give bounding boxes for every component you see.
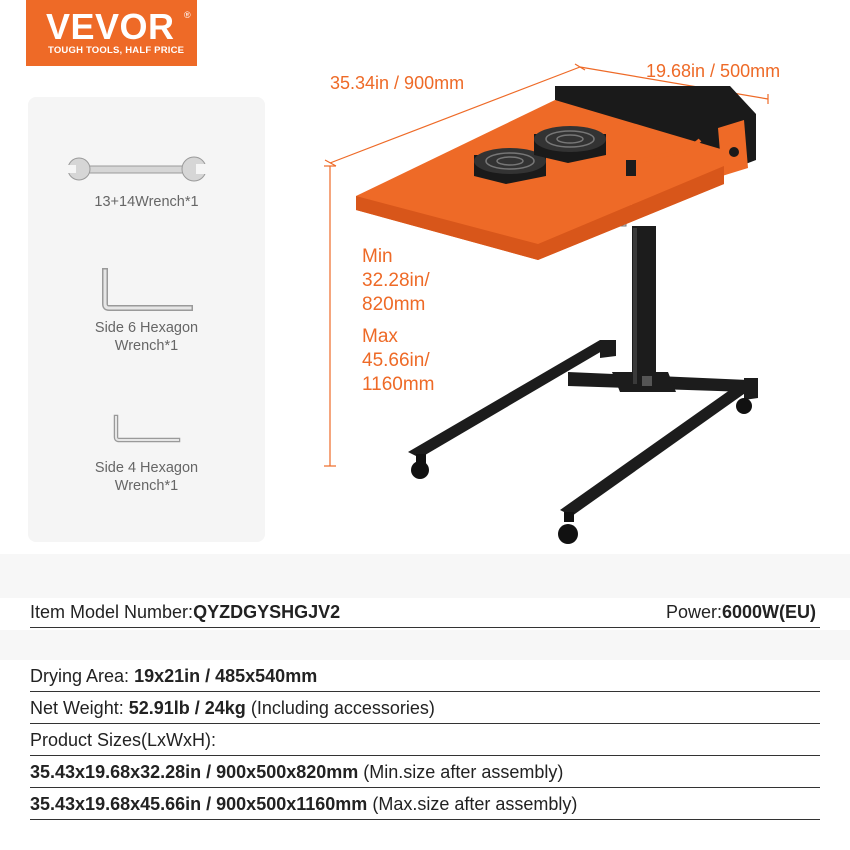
drying-label: Drying Area: [30,666,130,686]
accessory-label-hex4-line1: Side 4 Hexagon [94,460,199,476]
accessory-label-wrench: 13+14Wrench*1 [94,194,199,210]
accessory-label-hex6-line1: Side 6 Hexagon [94,320,199,336]
size-min-note: (Min.size after assembly) [363,762,564,782]
height-min-in: 32.28in/ [362,270,430,291]
power-value: 6000W(EU) [721,602,816,622]
weight-label: Net Weight: [30,698,124,718]
size-min-value: 35.43x19.68x32.28in / 900x500x820mm [30,762,359,782]
spec-band-middle [0,630,850,660]
spec-band-top [0,554,850,598]
spec-row-drying-area [30,661,820,692]
size-max-note: (Max.size after assembly) [372,794,578,814]
height-max-mm: 1160mm [362,374,435,395]
model-value: QYZDGYSHGJV2 [193,602,341,622]
spec-row-product-sizes [30,725,820,756]
logo-tagline: TOUGH TOOLS, HALF PRICE [48,45,185,56]
power-label: Power: [665,602,722,622]
model-label: Item Model Number: [30,602,194,622]
dimension-width: 19.68in / 500mm [646,61,781,81]
weight-note: (Including accessories) [250,698,435,718]
height-max-in: 45.66in/ [362,350,430,371]
dimension-length: 35.34in / 900mm [330,73,465,93]
height-min-label: Min [362,246,393,267]
drying-value: 19x21in / 485x540mm [134,666,318,686]
logo-reg-mark: ® [184,10,191,20]
spec-row-net-weight [30,693,820,724]
sizes-label: Product Sizes(LxWxH): [30,730,217,750]
accessory-label-hex4-line2: Wrench*1 [114,478,179,494]
size-max-value: 35.43x19.68x45.66in / 900x500x1160mm [30,794,368,814]
base-frame [408,340,758,516]
spec-row-model [30,597,820,628]
accessory-label-hex6-line2: Wrench*1 [114,338,179,354]
height-max-label: Max [362,326,398,347]
height-min-mm: 820mm [362,294,426,315]
spec-row-size-min [30,757,820,788]
logo-brand: VEVOR [46,6,175,47]
weight-value: 52.91lb / 24kg [128,698,246,718]
spec-row-size-max [30,789,820,820]
